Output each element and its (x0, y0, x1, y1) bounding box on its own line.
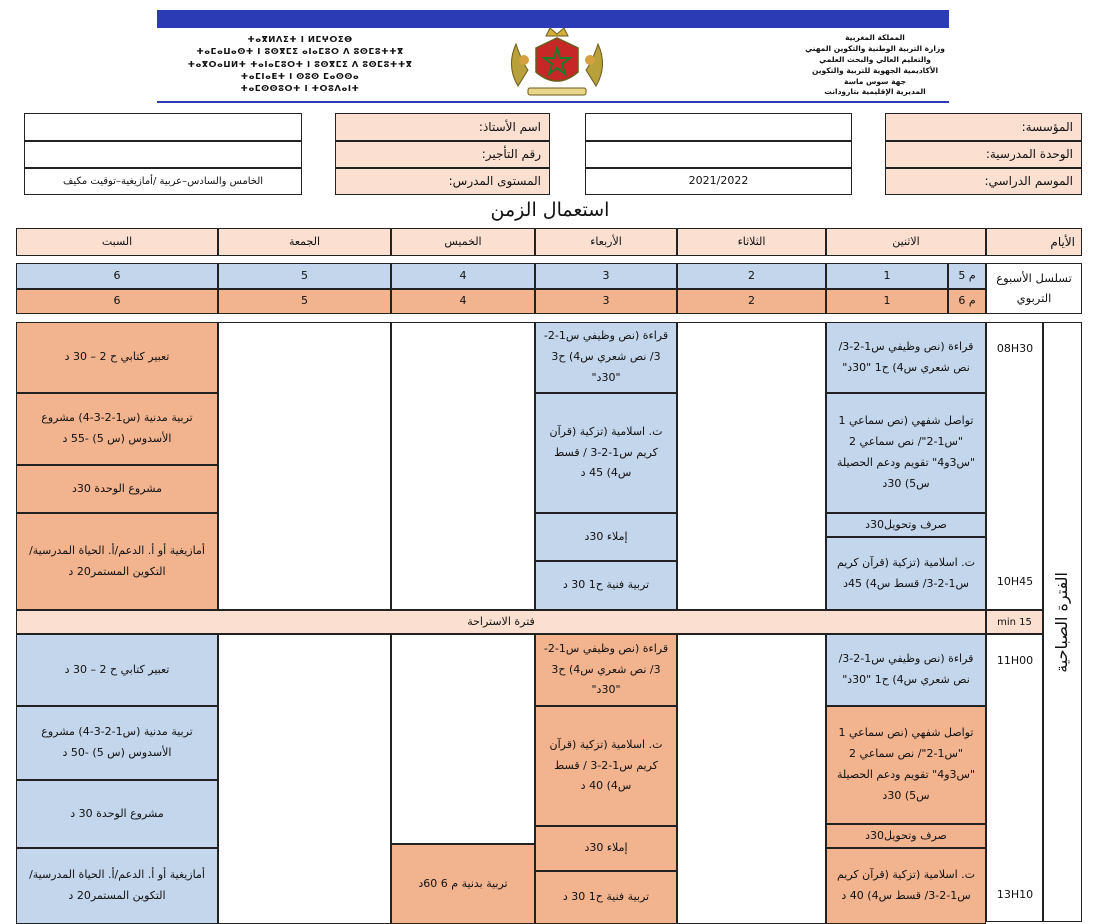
m6-wednesday: 3 (535, 289, 677, 314)
m5-wednesday: 3 (535, 263, 677, 289)
day-tuesday: الثلاثاء (677, 228, 826, 256)
page-title: استعمال الزمن (490, 199, 610, 221)
institution-label: المؤسسة: (885, 113, 1082, 141)
saturday-1-project: مشروع الوحدة 30د (16, 465, 218, 513)
day-monday: الاثنين (826, 228, 986, 256)
wednesday-1-art: تربية فنية ح1 30 د (535, 561, 677, 610)
m6-saturday: 6 (16, 289, 218, 314)
wednesday-2-dictation: إملاء 30د (535, 826, 677, 871)
school-unit-label: الوحدة المدرسية: (885, 141, 1082, 168)
registration-label: رقم التأجير: (335, 141, 550, 168)
monday-2-oral: تواصل شفهي (نص سماعي 1 "س1-2"/ نص سماعي 2 "س3و4" تقويم ودعم الحصيلة س5) 30د (826, 706, 986, 824)
m5-monday: 1 (826, 263, 948, 289)
saturday-1-amazigh: أمازيغية أو أ. الدعم/أ. الحياة المدرسية/التكوين المستمر20 د (16, 513, 218, 610)
wednesday-1-islamic: ت. اسلامية (تزكية (قرآن كريم س1-2-3 / قسط س4) 45 د (535, 393, 677, 513)
level-field[interactable]: الخامس والسادس–عربية /أمازيغية–توقيت مكيف (24, 168, 302, 195)
friday-block-1 (218, 322, 391, 610)
thursday-block-2-top (391, 634, 535, 844)
teacher-label: اسم الأستاذ: (335, 113, 550, 141)
day-saturday: السبت (16, 228, 218, 256)
saturday-2-writing: تعبير كتابي ح 2 – 30 د (16, 634, 218, 706)
sequence-label: تسلسل الأسبوع التربوي (986, 263, 1082, 314)
m6-label: م 6 (948, 289, 986, 314)
m5-friday: 5 (218, 263, 391, 289)
arabic-header: المملكة المغربية وزارة التربية الوطنية والتكوين المهني والتعليم العالي والبحث العلمي الأكاديمية الجهوية للتربية والتكوين جهة سوس ماسة المديرية الإقليمية بتارودانت (805, 33, 945, 97)
time-start-2: 11H00 (996, 654, 1034, 667)
time-column-block-1 (986, 322, 1043, 610)
day-wednesday: الأربعاء (535, 228, 677, 256)
season-field[interactable]: 2021/2022 (585, 168, 852, 195)
saturday-1-writing: تعبير كتابي ح 2 – 30 د (16, 322, 218, 393)
friday-block-2 (218, 634, 391, 924)
m6-thursday: 4 (391, 289, 535, 314)
monday-1-islamic: ت. اسلامية (تزكية (قرآن كريم س1-2-3/ قسط س4) 45د (826, 537, 986, 610)
registration-field[interactable] (24, 141, 302, 168)
thursday-block-1 (391, 322, 535, 610)
monday-1-conjugation: صرف وتحويل30د (826, 513, 986, 537)
level-label: المستوى المدرس: (335, 168, 550, 195)
time-end-2: 13H10 (996, 888, 1034, 901)
saturday-2-project: مشروع الوحدة 30 د (16, 780, 218, 848)
day-thursday: الخميس (391, 228, 535, 256)
institution-field[interactable] (585, 113, 852, 141)
tuesday-block-2 (677, 634, 826, 924)
period-label: الفترة الصباحية (1043, 322, 1082, 922)
saturday-2-civics: تربية مدنية (س1-2-3-4) مشروع الأسدوس (س 5) -50 د (16, 706, 218, 780)
thursday-2-pe: تربية بدنية م 6 60د (391, 844, 535, 924)
break-duration: 15 min (986, 610, 1043, 634)
coat-of-arms-icon (498, 26, 616, 100)
m5-tuesday: 2 (677, 263, 826, 289)
time-column-block-2 (986, 634, 1043, 922)
monday-1-oral: تواصل شفهي (نص سماعي 1 "س1-2"/ نص سماعي 2 "س3و4" تقويم ودعم الحصيلة س5) 30د (826, 393, 986, 513)
monday-1-reading: قراءة (نص وظيفي س1-2-3/ نص شعري س4) ح1 "30د" (826, 322, 986, 393)
days-label: الأيام (986, 228, 1082, 256)
time-end-1: 10H45 (996, 575, 1034, 588)
teacher-field[interactable] (24, 113, 302, 141)
m6-monday: 1 (826, 289, 948, 314)
m6-tuesday: 2 (677, 289, 826, 314)
monday-2-islamic: ت. اسلامية (تزكية (قرآن كريم س1-2-3/ قسط س4) 40 د (826, 848, 986, 924)
break-row: فترة الاستراحة (16, 610, 986, 634)
wednesday-2-art: تربية فنية ح1 30 د (535, 871, 677, 924)
m6-friday: 5 (218, 289, 391, 314)
monday-2-reading: قراءة (نص وظيفي س1-2-3/ نص شعري س4) ح1 "30د" (826, 634, 986, 706)
wednesday-1-dictation: إملاء 30د (535, 513, 677, 561)
saturday-1-civics: تربية مدنية (س1-2-3-4) مشروع الأسدوس (س 5) -55 د (16, 393, 218, 465)
wednesday-2-islamic: ت. اسلامية (تزكية (قرآن كريم س1-2-3 / قسط س4) 40 د (535, 706, 677, 826)
wednesday-2-reading: قراءة (نص وظيفي س1-2-3/ نص شعري س4) ح3 "30د" (535, 634, 677, 706)
season-label: الموسم الدراسي: (885, 168, 1082, 195)
time-start-1: 08H30 (996, 342, 1034, 355)
day-friday: الجمعة (218, 228, 391, 256)
m5-label: م 5 (948, 263, 986, 289)
school-unit-field[interactable] (585, 141, 852, 168)
tuesday-block-1 (677, 322, 826, 610)
wednesday-1-reading: قراءة (نص وظيفي س1-2-3/ نص شعري س4) ح3 "30د" (535, 322, 677, 393)
saturday-2-amazigh: أمازيغية أو أ. الدعم/أ. الحياة المدرسية/التكوين المستمر20 د (16, 848, 218, 924)
m5-thursday: 4 (391, 263, 535, 289)
monday-2-conjugation: صرف وتحويل30د (826, 824, 986, 848)
tifinagh-header: ⵜⴰⴳⵍⴷⵉⵜ ⵏ ⵍⵎⵖⵔⵉⴱ ⵜⴰⵎⴰⵡⴰⵙⵜ ⵏ ⵓⵙⴳⵎⵉ ⴰⵏⴰⵎⵓⵔ ⴷ ⵓⵙⵎⵓⵜⵜⴳ ⵜⴰⴳⵔⴰⵡⵍⵜ ⵜⴰⵏⴰⵎⵓⵔⵜ ⵏ ⵓⵙⴳⵎⵉ ⴷ ⵓⵙⵎⵓⵜⵜⴳ ⵜⴰⵎⵏⴰⴹⵜ ⵏ ⵙⵓⵙ ⵎⴰⵙⵙⴰ ⵜⴰⵎⵙⵙⵓⵔⵜ ⵏ ⵜⵔⵓⴷⴰⵏⵜ (187, 35, 413, 95)
header-bottom-line (157, 101, 949, 103)
m5-saturday: 6 (16, 263, 218, 289)
